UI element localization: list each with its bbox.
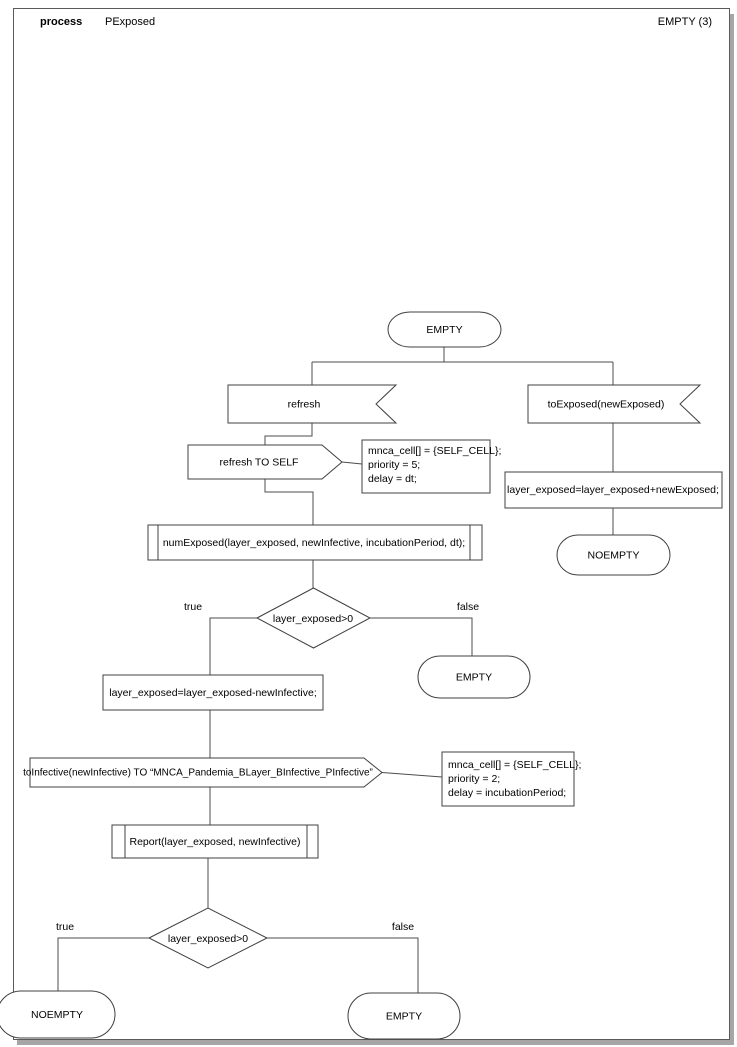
connector-note-refresh-link [342, 462, 362, 464]
decision-bottom-label: layer_exposed>0 [167, 933, 249, 945]
output-refresh-self-label: refresh TO SELF [219, 456, 299, 469]
input-toexposed[interactable] [528, 385, 700, 423]
state-noempty-bottom[interactable] [0, 991, 115, 1038]
connector-self-to-numexposed [265, 479, 313, 525]
connector-decision2-true [58, 938, 149, 991]
state-empty-start-label: EMPTY [426, 324, 463, 336]
note-refresh-line3: delay = dt; [368, 473, 417, 485]
header-page-ref: EMPTY (3) [657, 16, 712, 28]
decision-top-false-label: false [456, 601, 480, 613]
connector-decision2-false [267, 938, 418, 993]
assign-subtract-label: layer_exposed=layer_exposed-newInfective; [109, 687, 317, 699]
note-refresh[interactable] [362, 440, 501, 493]
decision-top[interactable] [257, 588, 370, 648]
decision-bottom[interactable] [149, 908, 267, 968]
decision-bottom-false-label: false [391, 921, 415, 933]
output-refresh-self[interactable] [188, 445, 342, 479]
state-empty-start[interactable] [388, 312, 501, 347]
assign-add-label: layer_exposed=layer_exposed+newExposed; [507, 484, 719, 496]
page-shadow-bottom [17, 1040, 734, 1046]
procedure-report-label: Report(layer_exposed, newInfective) [129, 836, 301, 848]
procedure-numexposed[interactable] [148, 525, 482, 560]
state-noempty-bottom-label: NOEMPTY [31, 1009, 83, 1021]
input-refresh[interactable] [228, 385, 396, 423]
procedure-numexposed-label: numExposed(layer_exposed, newInfective, incubationPeriod, dt); [162, 537, 466, 549]
decision-bottom-true-label: true [55, 921, 75, 933]
state-empty-bottom-label: EMPTY [385, 1010, 423, 1023]
state-empty-mid-label: EMPTY [455, 671, 493, 684]
input-refresh-label: refresh [287, 398, 321, 411]
state-empty-bottom[interactable] [348, 993, 460, 1039]
state-empty-mid[interactable] [418, 656, 530, 698]
connector-refresh-to-self [265, 423, 312, 445]
connector-decision1-false [370, 618, 472, 656]
page-shadow-right [730, 14, 735, 1044]
decision-top-true-label: true [183, 601, 203, 613]
note-toinfective[interactable] [442, 752, 581, 806]
note-refresh-line1: mnca_cell[] = {SELF_CELL}; [368, 445, 502, 457]
assign-subtract[interactable] [103, 675, 323, 710]
note-toinfective-line3: delay = incubationPeriod; [448, 787, 567, 799]
output-toinfective-label: toInfective(newInfective) TO “MNCA_Pandemia_BLayer_BInfective_PInfective” [23, 767, 373, 779]
header-process-name: PExposed [105, 16, 156, 28]
note-toinfective-line1: mnca_cell[] = {SELF_CELL}; [448, 759, 582, 771]
state-noempty-right-label: NOEMPTY [587, 549, 640, 562]
connector-decision1-true [210, 618, 257, 675]
assign-add[interactable] [505, 472, 722, 508]
page-border [14, 9, 730, 1040]
connector-note-infective-link [382, 773, 442, 778]
note-refresh-line2: priority = 5; [368, 459, 421, 471]
decision-top-label: layer_exposed>0 [272, 613, 354, 625]
state-noempty-right[interactable] [557, 535, 670, 575]
input-toexposed-label: toExposed(newExposed) [547, 398, 665, 411]
procedure-report[interactable] [112, 825, 318, 858]
note-toinfective-line2: priority = 2; [448, 773, 501, 785]
header-type-label: process [40, 16, 83, 28]
output-toinfective[interactable] [23, 758, 382, 787]
